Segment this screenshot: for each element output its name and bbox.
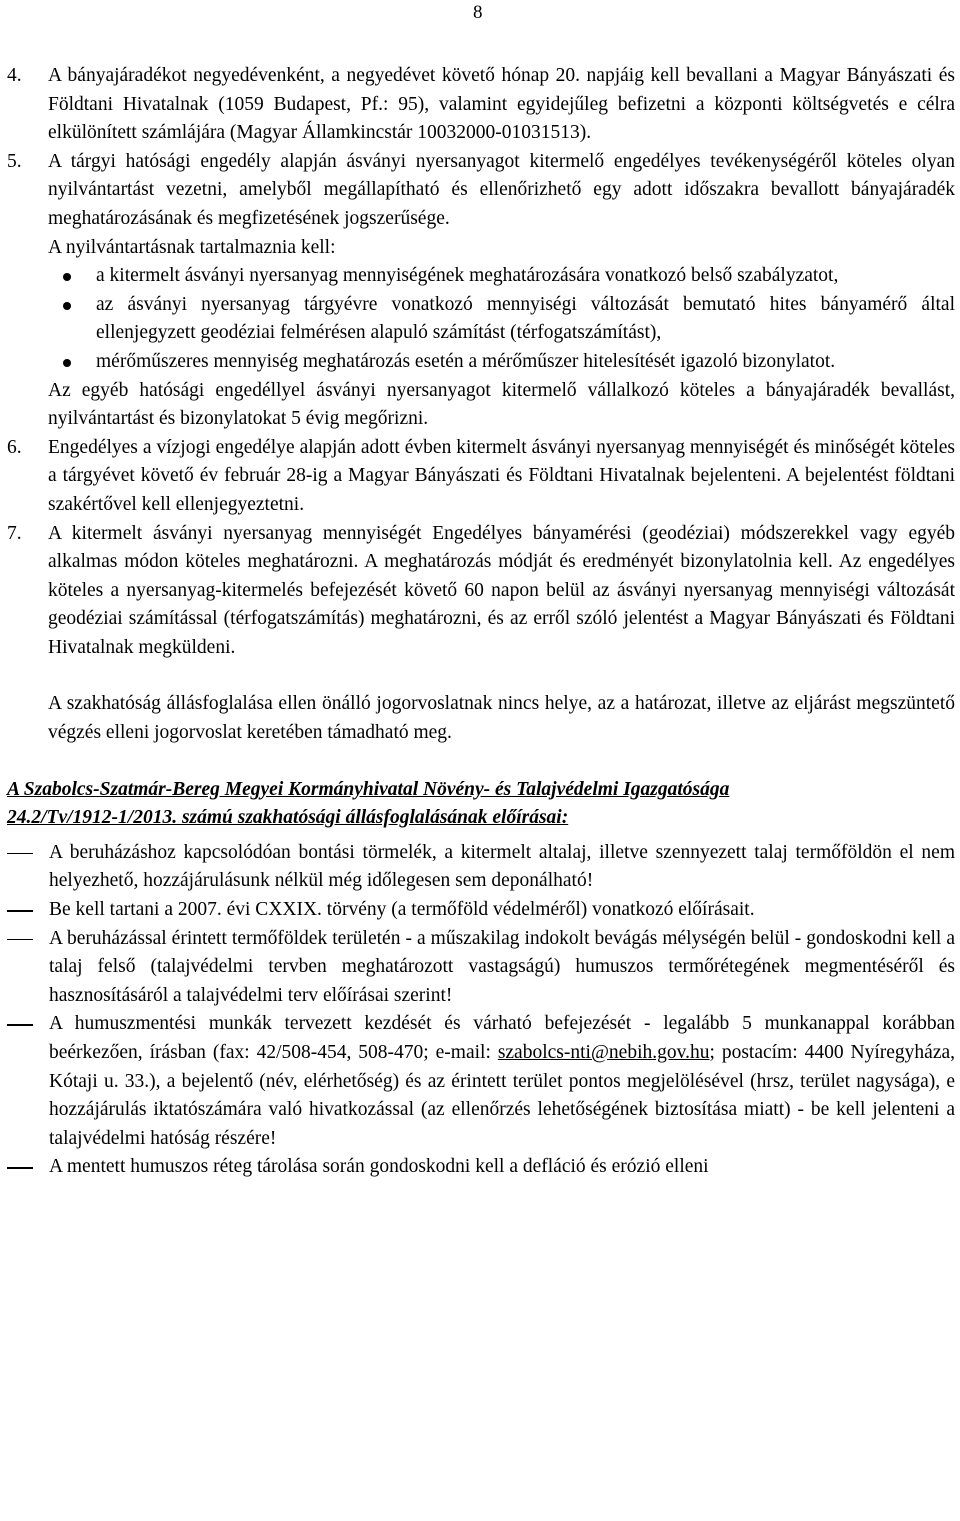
item-5	[7, 148, 955, 262]
bullet-icon	[7, 262, 96, 291]
dash-icon	[7, 1010, 49, 1153]
bullet-icon	[7, 348, 96, 377]
section-heading	[7, 776, 955, 833]
item-4	[7, 62, 955, 148]
item-5-closing	[7, 377, 955, 434]
item-text: A tárgyi hatósági engedély alapján ásványi nyersanyagot kitermelő engedélyes tevékenységéről köteles olyan nyilvántartást vezetni, amelyből megállapítható és ellenőrizhető egy adott időszakra bevallott bányajáradék meghatározásának és megfizetésének jogszerűsége.	[48, 150, 955, 229]
list-item: mérőműszeres mennyiség meghatározás esetén a mérőműszer hitelesítését igazoló bizonylatot.	[7, 348, 955, 377]
remedy-text: A szakhatóság állásfoglalása ellen önálló jogorvoslatnak nincs helye, az a határozat, illetve az eljárást megszüntető végzés elleni jogorvoslat keretében támadható meg.	[48, 693, 955, 744]
conditions-list	[7, 839, 955, 1182]
list-item: a kitermelt ásványi nyersanyag mennyiségének meghatározására vonatkozó belső szabályzatot,	[7, 262, 955, 291]
dash-icon	[7, 839, 49, 896]
item-7	[7, 520, 955, 663]
item-6	[7, 434, 955, 520]
requirements-list	[7, 262, 955, 376]
list-item: az ásványi nyersanyag tárgyévre vonatkozó mennyiségi változását bemutató hites bányamérő által ellenjegyzett geodéziai felmérésen alapuló számítást (térfogatszámítást),	[7, 291, 955, 348]
remedy-note	[7, 690, 955, 747]
item-text: A kitermelt ásványi nyersanyag mennyiségét Engedélyes bányamérési (geodéziai) módszerekkel vagy egyéb alkalmas módon köteles meghatározni. A meghatározás módját és eredményét bizonylatolnia kell. Az engedélyes köteles a nyersanyag-kitermelés befejezését követő 60 napon belül az ásványi nyersanyag mennyiségi változását geodéziai számítással (térfogatszámítás) meghatározni, és az erről szóló jelentést a Magyar Bányászati és Földtani Hivatalnak megküldeni.	[48, 522, 955, 658]
list-item: A beruházással érintett termőföldek területén - a műszakilag indokolt bevágás mélységén belül - gondoskodni kell a talaj felső (talajvédelmi tervben meghatározott vastagságú) humuszos termőrétegének megmentéséről és hasznosításáról a talajvédelmi terv előírásai szerint!	[7, 925, 955, 1011]
page-number: 8	[473, 2, 483, 23]
email-link[interactable]: szabolcs-nti@nebih.gov.hu	[497, 1042, 710, 1063]
list-intro: A nyilvántartásnak tartalmaznia kell:	[48, 236, 336, 258]
heading-line-1: A Szabolcs-Szatmár-Bereg Megyei Kormányhivatal Növény- és Talajvédelmi Igazgatósága	[7, 778, 730, 800]
dash-icon	[7, 1153, 49, 1182]
document-body	[7, 62, 955, 1182]
closing-text: Az egyéb hatósági engedéllyel ásványi nyersanyagot kitermelő vállalkozó köteles a bányajáradék bevallást, nyilvántartást és bizonylatokat 5 évig megőrizni.	[48, 379, 955, 430]
item-number: 6.	[7, 436, 22, 458]
list-item: Be kell tartani a 2007. évi CXXIX. törvény (a termőföld védelméről) vonatkozó előírásait.	[7, 896, 955, 925]
item-number: 5.	[7, 150, 22, 172]
dash-icon	[7, 896, 49, 925]
list-item: A mentett humuszos réteg tárolása során gondoskodni kell a defláció és erózió elleni	[7, 1153, 955, 1182]
list-item: A beruházáshoz kapcsolódóan bontási törmelék, a kitermelt altalaj, illetve szennyezett talaj termőföldön el nem helyezhető, hozzájárulásunk nélkül még időlegesen sem deponálható!	[7, 839, 955, 896]
item-text: A bányajáradékot negyedévenként, a negyedévet követő hónap 20. napjáig kell bevallani a Magyar Bányászati és Földtani Hivatalnak (1059 Budapest, Pf.: 95), valamint egyidejűleg befizetni a központi költségvetés e célra elkülönített számlájára (Magyar Államkincstár 10032000-01031513).	[48, 65, 955, 144]
bullet-icon	[7, 291, 96, 348]
heading-line-2: 24.2/Tv/1912-1/2013. számú szakhatósági állásfoglalásának előírásai:	[7, 807, 569, 829]
list-item: A humuszmentési munkák tervezett kezdését és várható befejezését - legalább 5 munkanappal korábban beérkezően, írásban (fax: 42/508-454, 508-470; e-mail: szabolcs-nti@nebih.gov.hu; postacím: 4400 Nyíregyháza, Kótaji u. 33.), a bejelentő (név, elérhetőség) és az érintett terület pontos megjelölésével (hrsz, terület nagysága), e hozzájárulás iktatószámára való hivatkozással (az ellenőrzés lehetőségének biztosítása miatt) - be kell jelenteni a talajvédelmi hatóság részére!	[7, 1010, 955, 1153]
item-number: 4.	[7, 65, 22, 86]
item-text: Engedélyes a vízjogi engedélye alapján adott évben kitermelt ásványi nyersanyag mennyiségét és minőségét köteles a tárgyévet követő év február 28-ig a Magyar Bányászati és Földtani Hivatalnak bejelenteni. A bejelentést földtani szakértővel kell ellenjegyeztetni.	[48, 436, 955, 515]
dash-icon	[7, 925, 49, 1011]
item-number: 7.	[7, 522, 22, 544]
